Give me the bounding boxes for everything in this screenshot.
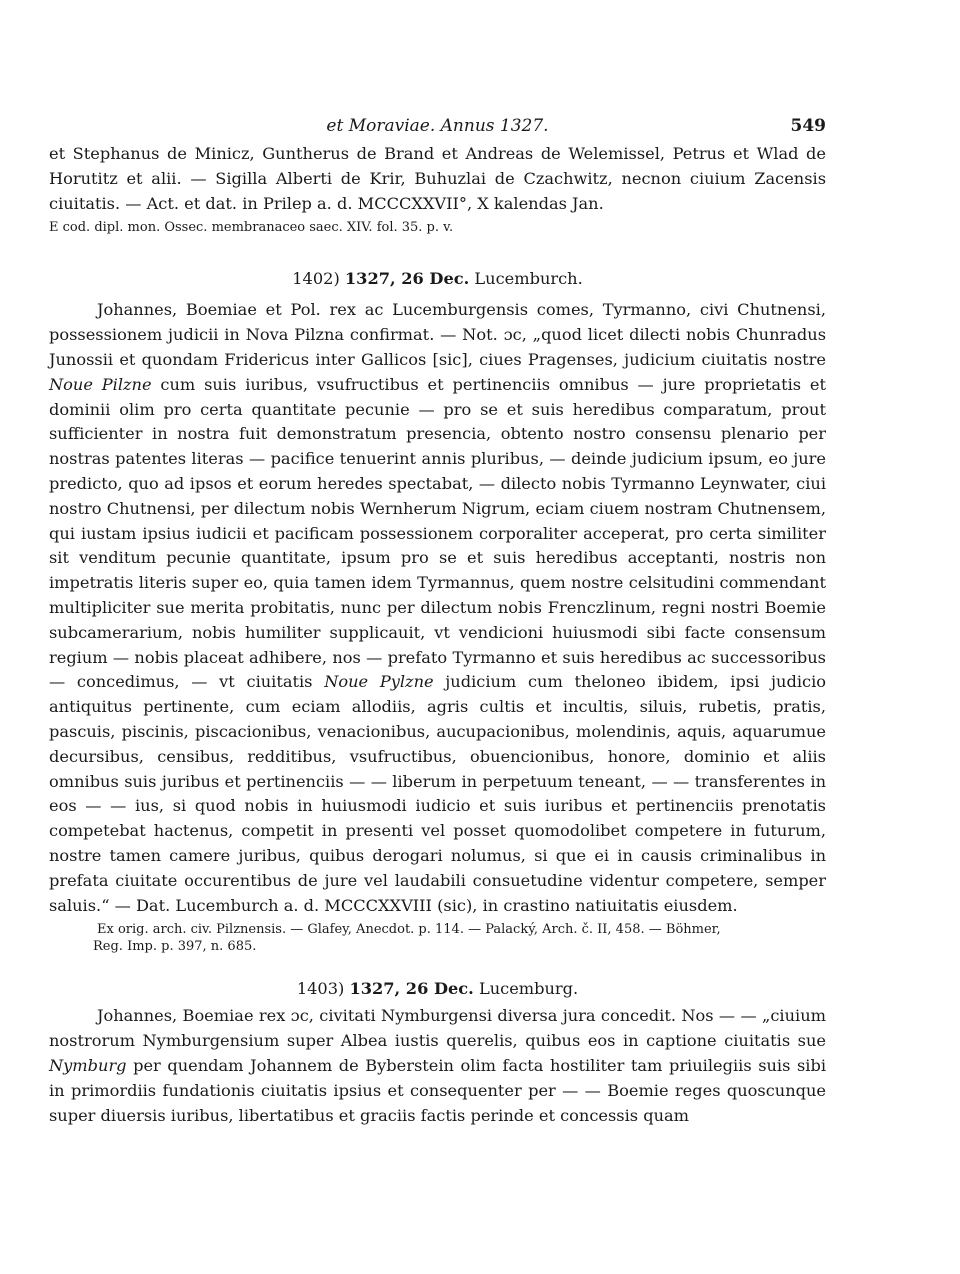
document-body-1403	[49, 1004, 826, 1128]
source-line: Ex orig. arch. civ. Pilznensis. — Glafey, Anecdot. p. 114. — Palacký, Arch. č. II, 458. — Böhmer,	[97, 922, 721, 938]
source-line: Reg. Imp. p. 397, n. 685.	[93, 939, 257, 955]
document-number: 1402)	[292, 269, 340, 289]
document-place: Lucemburg.	[478, 979, 579, 999]
body-text-segment: per quendam Johannem de Byberstein olim facta hostiliter tam priuilegiis suis sibi in primordiis fundationis ciuitatis ipsius et consequenter per — — Boemie reges quoscunque super diuersis iuribus, libertatibus et graciis factis perinde et concessis quam	[49, 1055, 826, 1125]
body-text-segment: Johannes, Boemiae rex ɔc, civitati Nymburgensi diversa jura concedit. Nos — — „ciuium nostrorum Nymburgensium super Albea iustis querelis, quibus eos in captione ciuitatis sue	[49, 1006, 826, 1051]
page-number: 549	[790, 116, 826, 136]
body-text-segment: judicium cum theloneo ibidem, ipsi judicio antiquitus pertinente, cum eciam allodiis, agris cultis et incultis, siluis, rubetis, pratis, pascuis, piscinis, piscacionibus, venacionibus, aucupacionibus, molendinis, aquis, aquarumue decursibus, censibus, redditibus, vsufructibus, obuencionibus, honore, dominio et aliis omnibus suis juribus et pertinenciis — — liberum in perpetuum teneant, — — transferentes in eos — — ius, si quod nobis in huiusmodi iudicio et suis iuribus et pertinenciis prenotatis competebat hactenus, competit in presenti vel posset quomodolibet competere in futurum, nostre tamen camere juribus, quibus derogari nolumus, si que ei in causis criminalibus in prefata ciuitate occurentibus de jure vel laudabili consuetudine videntur competere, semper saluis.“ — Dat. Lucemburch a. d. MCCCXXVIII (sic), in crastino natiuitatis eiusdem.	[49, 672, 826, 915]
document-heading-1403	[49, 979, 826, 998]
body-text-segment: cum suis iuribus, vsufructibus et pertinenciis omnibus — jure proprietatis et dominii olim pro certa quantitate pecunie — pro se et suis heredibus comparatum, prout sufficienter in nostra fuit demonstratum presencia, obtento nostro consensu plenario per nostras patentes literas — pacifice tenuerint annis pluribus, — deinde judicium ipsum, eo jure predicto, quo ad ipsos et eorum heredes spectabat, — dilecto nobis Tyrmanno Leynwater, ciui nostro Chutnensi, per dilectum nobis Wernherum Nigrum, eciam ciuem nostram Chutnensem, qui iustam ipsius iudicii et pacificam possessionem corporaliter acceperat, pro certa similiter sit venditum pecunie quantitate, ipsum pro se et suis heredibus acceptanti, nostris non impetratis literis super eo, quia tamen idem Tyrmannus, quem nostre celsitudini commendant multipliciter sue merita probitatis, nunc per dilectum nobis Frenczlinum, regni nostri Boemie subcamerarium, nobis humiliter supplicauit, vt vendicioni huiusmodi sibi facte consensum regium — nobis placeat adhibere, nos — prefato Tyrmanno et suis heredibus ac successoribus — concedimus, — vt ciuitatis	[49, 374, 826, 692]
document-date: 1327, 26 Dec.	[344, 269, 470, 289]
previous-document-source: E cod. dipl. mon. Ossec. membranaceo saec. XIV. fol. 35. p. v.	[49, 220, 454, 236]
place-name-italic: Noue Pilzne	[49, 374, 152, 394]
place-name-italic: Nymburg	[49, 1055, 127, 1075]
document-source-1402	[49, 921, 826, 955]
document-summary: Johannes, Boemiae et Pol. rex ac Lucemburgensis comes, Tyrmanno, civi Chutnensi, possessionem judicii in Nova Pilzna confirmat. — Not. ɔc, „quod licet dilecti nobis Chunradus Junossii et quondam Fridericus inter Gallicos [sic], ciues Pragenses, judicium ciuitatis nostre	[49, 300, 826, 369]
document-heading-1402	[49, 269, 826, 288]
running-title: et Moraviae. Annus 1327.	[326, 116, 549, 136]
place-name-italic: Noue Pylzne	[324, 672, 434, 692]
document-place: Lucemburch.	[474, 269, 583, 289]
previous-document-text: et Stephanus de Minicz, Guntherus de Brand et Andreas de Welemissel, Petrus et Wlad de Horutitz et alii. — Sigilla Alberti de Krir, Buhuzlai de Czachwitz, necnon ciuium Zacensis ciuitatis. — Act. et dat. in Prilep a. d. MCCCXXVII°, X kalendas Jan.	[49, 144, 826, 213]
page	[49, 116, 826, 1128]
document-date: 1327, 26 Dec.	[349, 979, 474, 999]
running-header	[49, 116, 826, 142]
document-number: 1403)	[296, 979, 345, 999]
document-body-1402	[49, 298, 826, 918]
